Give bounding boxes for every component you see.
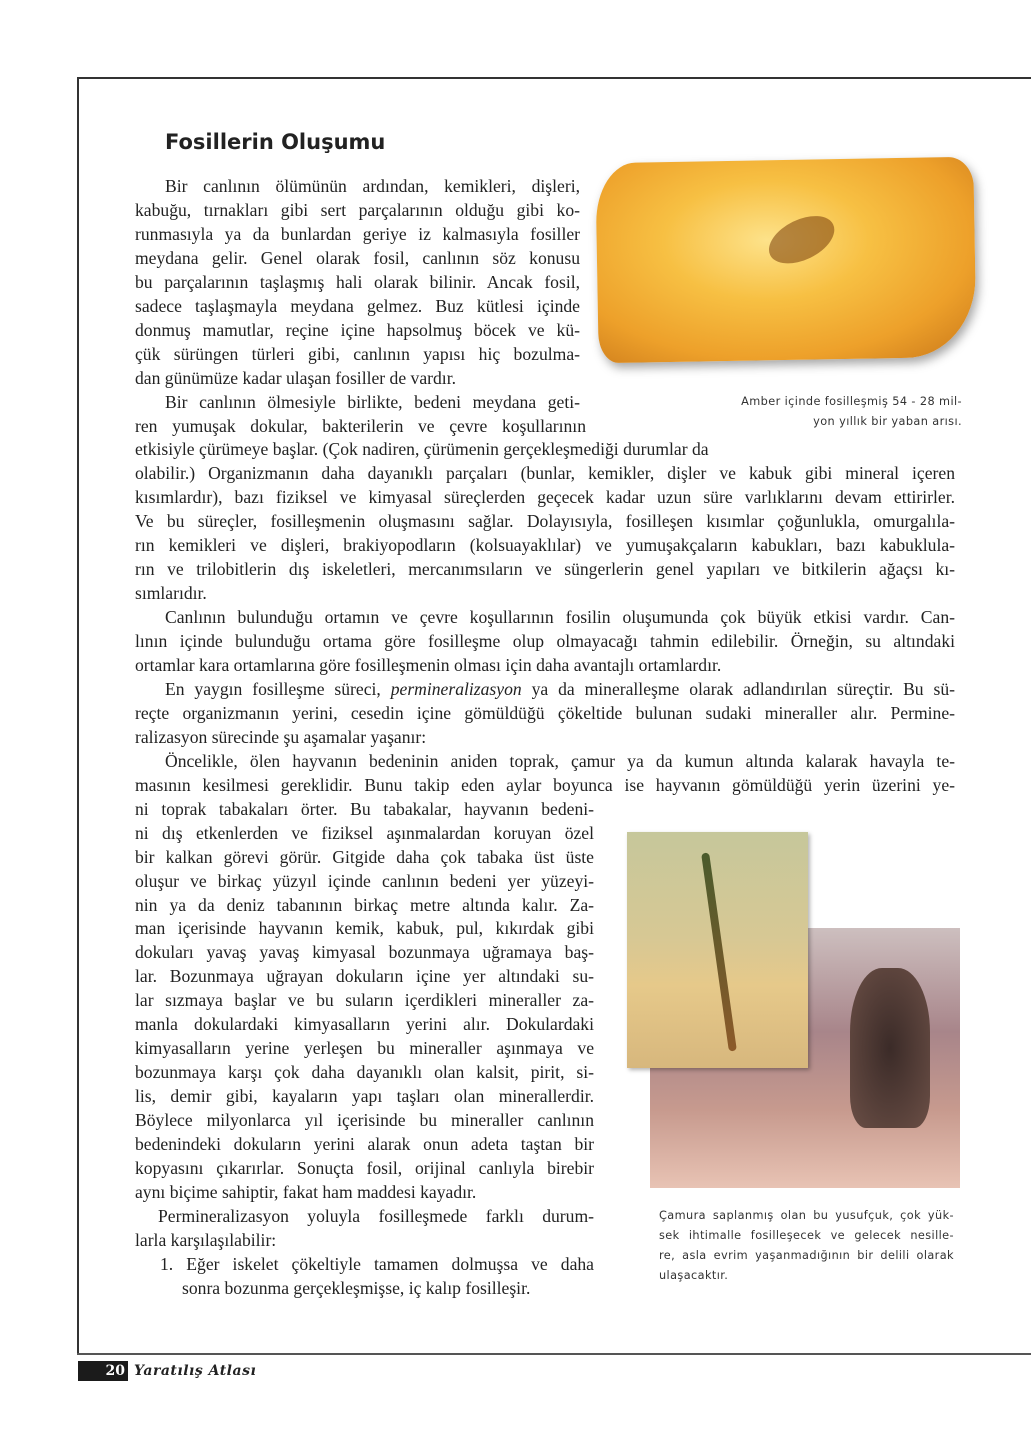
section-title: Fosillerin Oluşumu [165, 130, 386, 154]
dragonfly-fossil-body [701, 852, 737, 1051]
text-line: bir kalkan görevi görür. Gitgide daha çok tabaka üst üste [135, 846, 594, 867]
text-line: Canlının bulunduğu ortamın ve çevre koşullarının fosilin oluşumunda çok büyük etkisi vardır. Can- [165, 607, 955, 628]
text-line: ortamlar kara ortamlarına göre fosilleşmenin olması için daha avantajlı ortamlardır. [135, 655, 722, 675]
text-line: Bir canlının ölmesiyle birlikte, bedeni meydana geti- [165, 391, 580, 412]
italic-term: permineralizasyon [390, 678, 522, 699]
text-line: Bir canlının ölümünün ardından, kemikleri, dişleri, [165, 176, 580, 196]
text-line: sadece taşlaşmayla meydana gelmez. Buz kütlesi içinde [135, 295, 580, 316]
book-title: Yaratılış Atlası [134, 1363, 257, 1379]
caption-line: sek ihtimalle fosilleşecek ve gelecek nesille- [659, 1229, 954, 1242]
text-line: lar sızmaya başlar ve bu suların içerdikleri mineraller za- [135, 990, 594, 1011]
caption-line: yon yıllık bir yaban arısı. [813, 415, 962, 428]
text-line: 1. Eğer iskelet çökeltiyle tamamen dolmuşsa ve daha [160, 1253, 594, 1274]
text-line: Böylece milyonlarca yıl içerisinde bu mineraller canlının [135, 1110, 594, 1131]
text-line: çük sürüngen türleri gibi, canlının yapısı hiç bozulma- [135, 343, 580, 364]
text-line: sımlarıdır. [135, 583, 207, 604]
text-line: nin ya da deniz tabanının birkaç metre altında kalır. Za- [135, 894, 594, 915]
page-frame-bottom [77, 1353, 1031, 1355]
dragonfly-body [850, 968, 930, 1128]
wasp-in-amber [761, 206, 841, 273]
dragonfly-caption [659, 1206, 954, 1286]
page-number: 20 [78, 1361, 128, 1381]
caption-line: Amber içinde fosilleşmiş 54 - 28 mil- [741, 395, 962, 408]
text-line: ni dış etkenlerden ve fiziksel aşınmalardan koruyan özel [135, 822, 594, 843]
text-line: ni toprak tabakaları örter. Bu tabakalar, hayvanın bedeni- [135, 798, 594, 819]
text-line: aynı biçime sahiptir, fakat ham maddesi kayadır. [135, 1181, 477, 1202]
text-line: donmuş mamutlar, reçine içine hapsolmuş böcek ve kü- [135, 319, 580, 340]
text-line: kısımlardır), bazı fiziksel ve kimyasal süreçlerden geçecek kadar uzun süre varlıklarını devam ettirirler. [135, 487, 955, 508]
text-line [165, 677, 955, 701]
text-line: lis, demir gibi, kayaların yapı taşları olan minerallerdir. [135, 1086, 594, 1107]
text-line: meydana gelir. Genel olarak fosil, canlının söz konusu [135, 247, 580, 268]
text-line: bu parçalarının taşlaşmış hali olarak bilinir. Ancak fosil, [135, 271, 580, 292]
text-line: manla dokulardaki kimyasalların yerini alır. Dokulardaki [135, 1014, 594, 1035]
text-line: etkisiyle çürümeye başlar. (Çok nadiren, çürümenin gerçekleşmediği durumlar da [135, 439, 709, 460]
text-line: kopyasını çıkarırlar. Sonuçta fosil, orijinal canlıyla birebir [135, 1157, 594, 1178]
text-line: lar. Bozunmaya uğrayan dokuların içine yer altındaki su- [135, 966, 594, 987]
text-line: ralizasyon sürecinde şu aşamalar yaşanır: [135, 726, 427, 747]
text-line: oluşur ve birkaç yüzyıl içinde canlının bedeni yer yüzeyi- [135, 870, 594, 891]
page-frame-top [77, 77, 1031, 79]
text-line: rın ve trilobitlerin dış iskeletleri, mercanımsıların ve süngerlerin genel yapıları ve bitkilerin ağaçsı kı- [135, 559, 955, 580]
text-line: Öncelikle, ölen hayvanın bedeninin aniden toprak, çamur ya da kumun altında kalarak havayla te- [165, 750, 955, 771]
text-line: masının kesilmesi gereklidir. Bunu takip eden aylar boyunca ise hayvanın gömüldüğü yerin üzerini ye- [135, 774, 955, 795]
text-line: ren yumuşak dokular, bakterilerin ve çevre koşullarının [135, 415, 586, 436]
text-line: kabuğu, tırnakları gibi sert parçalarının olduğu gibi ko- [135, 199, 580, 220]
text-line: bozunmaya karşı çok daha dayanıklı olan kalsit, pirit, si- [135, 1062, 594, 1083]
text-line: reçte organizmanın yerini, cesedin içine gömüldüğü çökeltide bulunan sudaki mineraller alır. Permine- [135, 702, 955, 723]
text-line: man içerisinde hayvanın kemik, kabuk, pul, kıkırdak gibi [135, 918, 594, 939]
text-line: lının içinde bulunduğu ortama göre fosilleşme olup olmayacağı tahmin edilebilir. Örneğin, su altındaki [135, 631, 955, 652]
text-line: runmasıyla ya da bunlardan geriye iz kalmasıyla fosiller [135, 223, 580, 244]
text-line: dokuları yavaş yavaş kimyasal bozunmaya uğramaya baş- [135, 942, 594, 963]
caption-line: ulaşacaktır. [659, 1269, 729, 1282]
page-frame-left [77, 77, 79, 1355]
text-fragment: En yaygın fosilleşme süreci, [165, 678, 391, 699]
text-line: Permineralizasyon yoluyla fosilleşmede farklı durum- [158, 1205, 594, 1226]
amber-fossil-image [595, 157, 976, 364]
text-line: larla karşılaşılabilir: [135, 1229, 277, 1250]
text-line: Ve bu süreçler, fosilleşmenin oluşmasını sağlar. Dolayısıyla, fosilleşen kısımlar çoğunlukla, omurgalıla- [135, 511, 955, 532]
text-line: olabilir.) Organizmanın daha dayanıklı parçaları (bunlar, kemikler, dişler ve kabuk gibi mineral içeren [135, 463, 955, 484]
dragonfly-fossil-image [627, 832, 808, 1068]
text-fragment: ya da mineralleşme olarak adlandırılan süreçtir. Bu sü- [521, 678, 955, 699]
caption-line: re, asla evrim yaşanmadığının bir delili olarak [659, 1249, 954, 1262]
amber-caption [660, 392, 962, 432]
caption-line: Çamura saplanmış olan bu yusufçuk, çok yük- [659, 1209, 954, 1222]
text-line: dan günümüze kadar ulaşan fosiller de vardır. [135, 367, 456, 388]
text-line: sonra bozunma gerçekleşmişse, iç kalıp fosilleşir. [182, 1277, 531, 1298]
text-line: kimyasalların yerine yerleşen bu mineraller aşınmaya ve [135, 1038, 594, 1059]
text-line: rın kemikleri ve dişleri, brakiyopodların (kolsuayaklılar) ve yumuşakçaların kabukları, bazı kabuklula- [135, 535, 955, 556]
text-line: bedenindeki dokuların yerini alarak onun adeta taştan bir [135, 1134, 594, 1154]
